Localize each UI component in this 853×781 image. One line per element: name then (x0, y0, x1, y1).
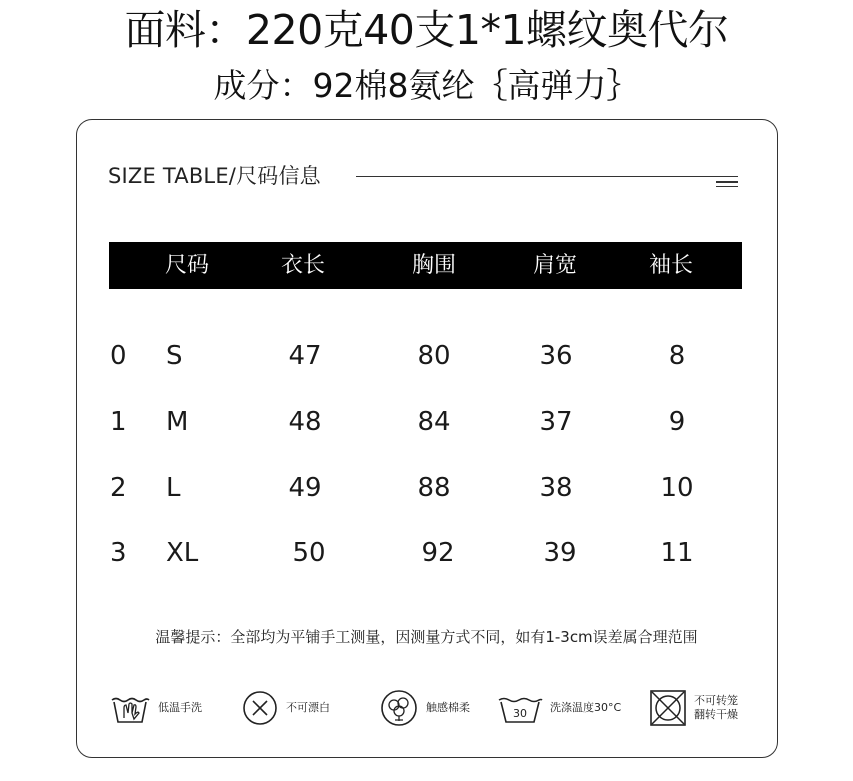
row-chest: 80 (417, 341, 451, 371)
row-index: 0 (110, 341, 127, 371)
row-size: M (166, 407, 189, 437)
wash-temp-label: 洗涤温度30°C (550, 701, 622, 714)
care-soft (378, 684, 470, 732)
row-chest: 88 (417, 473, 451, 503)
hand-wash-label: 低温手洗 (158, 701, 202, 714)
hand-wash-icon (108, 688, 152, 728)
table-header (109, 242, 742, 289)
table-row (0, 468, 853, 508)
header-sleeve: 袖长 (648, 253, 693, 278)
table-row (0, 533, 853, 573)
header-chest: 胸围 (411, 253, 456, 278)
no-bleach-icon (240, 688, 280, 728)
header-shoulder: 肩宽 (532, 253, 577, 278)
row-shoulder: 39 (543, 538, 577, 568)
composition-heading: 成分：92棉8氨纶｛高弹力｝ (213, 66, 640, 105)
row-length: 48 (288, 407, 322, 437)
no-tumble-line2: 翻转干燥 (694, 708, 738, 721)
row-sleeve: 11 (660, 538, 694, 568)
row-index: 2 (110, 473, 127, 503)
row-sleeve: 8 (668, 341, 686, 371)
table-row (0, 336, 853, 376)
wash-tub-icon (496, 688, 544, 728)
header-length: 衣长 (280, 253, 325, 278)
row-index: 3 (110, 538, 127, 568)
care-hand-wash (108, 684, 202, 732)
care-wash-temp (496, 684, 621, 732)
row-shoulder: 36 (539, 341, 573, 371)
double-line-icon (716, 181, 738, 189)
row-chest: 84 (417, 407, 451, 437)
title-divider (356, 176, 738, 177)
row-sleeve: 10 (660, 473, 694, 503)
row-size: S (166, 341, 183, 371)
no-bleach-label: 不可漂白 (286, 701, 330, 714)
measurement-note: 温馨提示：全部均为平铺手工测量，因测量方式不同，如有1-3cm误差属合理范围 (155, 628, 698, 646)
row-shoulder: 38 (539, 473, 573, 503)
row-length: 47 (288, 341, 322, 371)
header-size: 尺码 (164, 253, 209, 278)
cotton-icon (378, 688, 420, 728)
tub-temp-value: 30 (513, 707, 527, 720)
table-row (0, 402, 853, 442)
soft-label: 触感棉柔 (426, 701, 470, 714)
no-tumble-line1: 不可转笼 (694, 694, 738, 707)
row-index: 1 (110, 407, 127, 437)
care-no-tumble (648, 684, 738, 732)
row-size: XL (166, 538, 199, 568)
no-tumble-label (694, 694, 738, 722)
row-chest: 92 (421, 538, 455, 568)
row-shoulder: 37 (539, 407, 573, 437)
size-table-title: SIZE TABLE/尺码信息 (108, 164, 321, 188)
row-length: 50 (292, 538, 326, 568)
row-length: 49 (288, 473, 322, 503)
row-sleeve: 9 (668, 407, 686, 437)
no-tumble-dry-icon (648, 688, 688, 728)
care-no-bleach (240, 684, 330, 732)
fabric-heading: 面料：220克40支1*1螺纹奥代尔 (124, 6, 729, 54)
row-size: L (166, 473, 181, 503)
